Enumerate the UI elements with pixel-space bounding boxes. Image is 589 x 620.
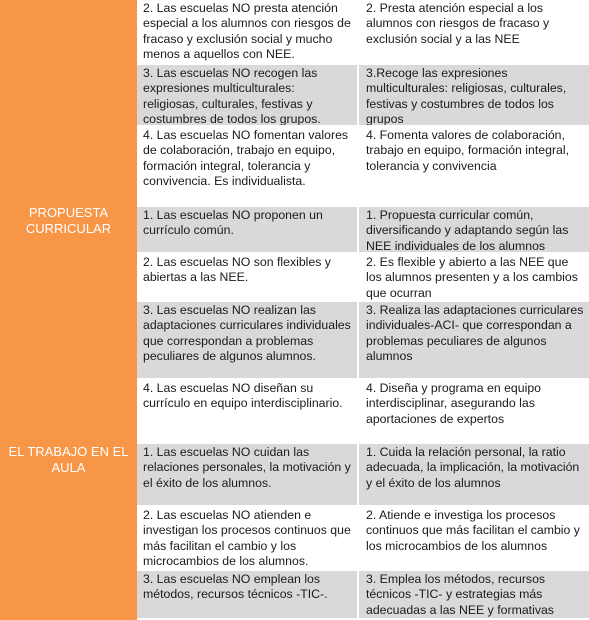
table-cell-left: 4. Las escuelas NO fomentan valores de colaboración, trabajo en equipo, formación integral, tolerancia y convivencia. Es individualista. xyxy=(137,127,359,205)
table-cell-right: 4. Fomenta valores de colaboración, trabajo en equipo, formación integral, tolerancia y convivencia xyxy=(366,128,570,173)
table-row xyxy=(137,507,589,571)
table-cell-left: 2. Las escuelas NO atienden e investigan los procesos continuos que más facilitan el cambio y los microcambios de los alumnos. xyxy=(137,507,359,569)
table-cell-left: 3. Las escuelas NO recogen las expresiones multiculturales: religiosas, culturales, festivas y costumbres de todos los grupos. xyxy=(137,65,359,125)
table-cell-right: 3. Emplea los métodos, recursos técnicos -TIC- y estrategias más adecuadas a las NEE y formativas xyxy=(366,572,554,617)
table-cell-left: 1. Las escuelas NO proponen un currículo común. xyxy=(137,207,359,252)
table-cell-right: 1. Propuesta curricular común, diversificando y adaptando según las NEE individuales de los alumnos xyxy=(366,208,569,252)
table-cell-right: 2. Presta atención especial a los alumnos con riesgos de fracaso y exclusión social y a las NEE xyxy=(366,1,550,46)
table-row xyxy=(137,571,589,620)
table-cell-left: 4. Las escuelas NO diseñan su currículo en equipo interdisciplinario. xyxy=(137,380,359,442)
table-cell-right: 3.Recoge las expresiones multiculturales: religiosas, culturales, festivas y costumbres de todos los grupos xyxy=(366,66,567,125)
category-column xyxy=(0,0,137,620)
table-cell-left: 3. Las escuelas NO realizan las adaptaciones curriculares individuales que correspondan a problemas peculiares de algunos alumnos. xyxy=(137,302,359,378)
table-cell-left: 2. Las escuelas NO presta atención especial a los alumnos con riesgos de fracaso y exclusión social y mucho menos a aquellos con NEE. xyxy=(137,0,359,63)
table-cell-right: 2. Es flexible y abierto a las NEE que los alumnos presenten y a los cambios que ocurran xyxy=(366,255,578,300)
table-row xyxy=(137,380,589,444)
table-row xyxy=(137,254,589,302)
table-cell-left: 3. Las escuelas NO emplean los métodos, recursos técnicos -TIC-. xyxy=(137,571,359,618)
table-row xyxy=(137,127,589,207)
table-cell-right: 3. Realiza las adaptaciones curriculares individuales-ACI- que correspondan a problemas peculiares de algunos alumnos xyxy=(366,303,584,363)
section-label-propuesta-curricular: PROPUESTA CURRICULAR xyxy=(25,205,112,236)
table-row xyxy=(137,302,589,380)
table-cell-left: 1. Las escuelas NO cuidan las relaciones personales, la motivación y el éxito de los alumnos. xyxy=(137,444,359,505)
table-row xyxy=(137,65,589,127)
table-cell-left: 2. Las escuelas NO son flexibles y abiertas a las NEE. xyxy=(137,254,359,300)
table-cell-right: 2. Atiende e investiga los procesos continuos que más facilitan el cambio y los microcambios de los alumnos xyxy=(366,508,580,553)
table-row xyxy=(137,444,589,507)
table-cell-right: 4. Diseña y programa en equipo interdisciplinar, asegurando las aportaciones de expertos xyxy=(366,381,541,426)
table-row xyxy=(137,0,589,65)
table-cell-right: 1. Cuida la relación personal, la ratio adecuada, la implicación, la motivación y el éxito de los alumnos xyxy=(366,445,580,490)
section-label-trabajo-en-el-aula: EL TRABAJO EN EL AULA xyxy=(8,444,129,475)
table-row xyxy=(137,207,589,254)
